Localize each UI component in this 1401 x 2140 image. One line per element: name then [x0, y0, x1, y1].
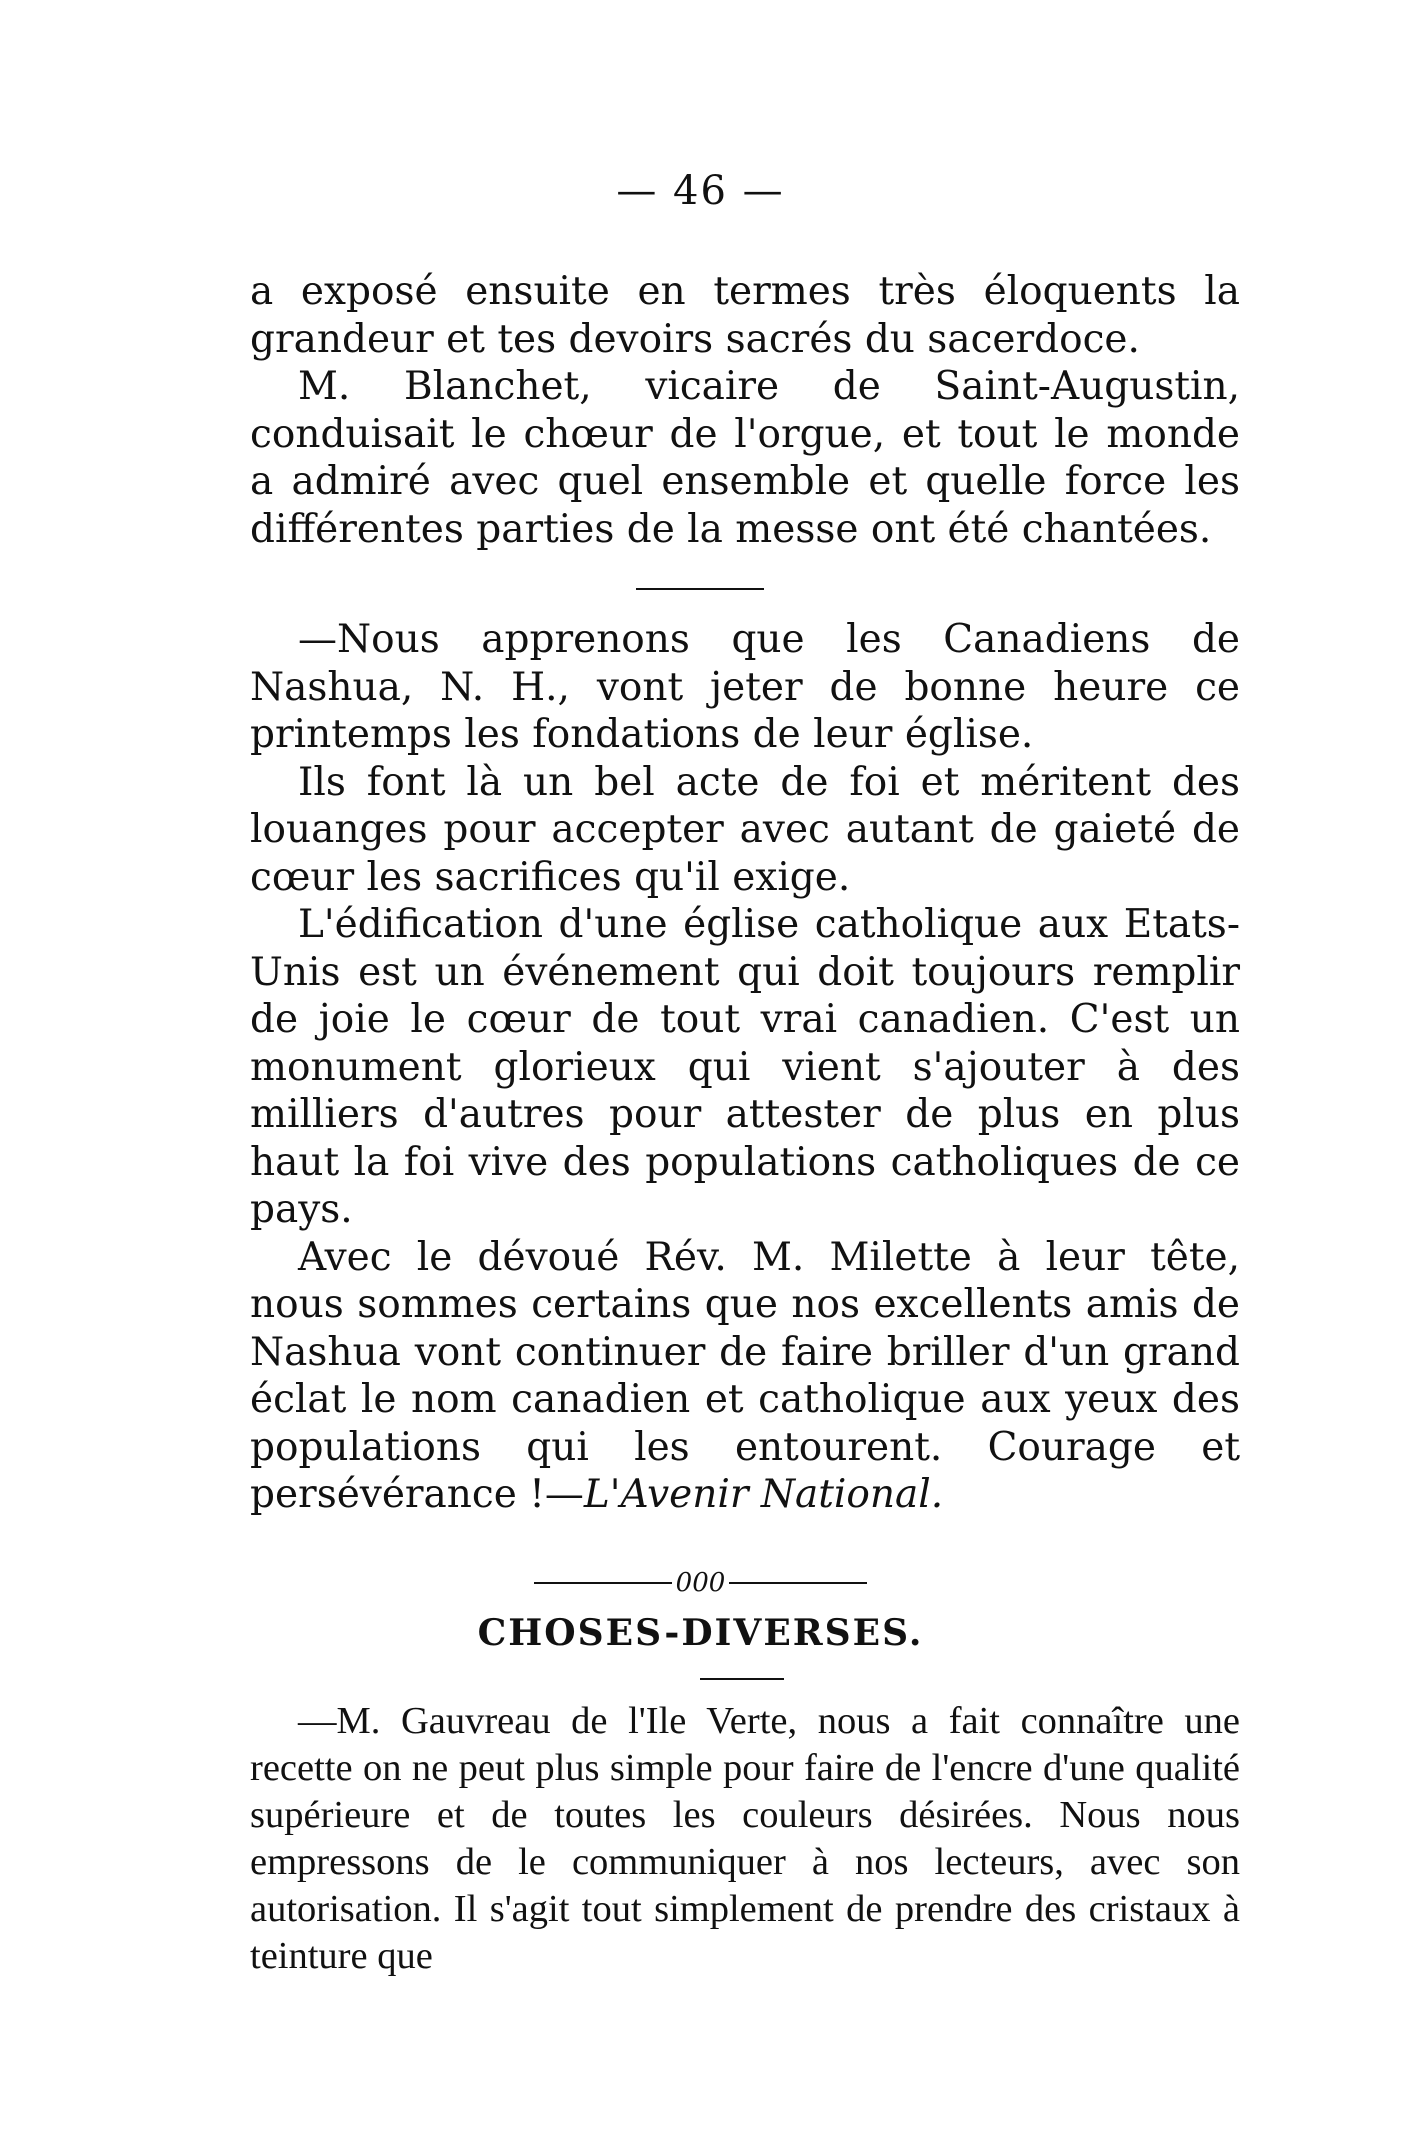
- text-block-3: [250, 1698, 1240, 1980]
- separator-rule: [636, 588, 764, 590]
- text-block-2: [250, 616, 1240, 1519]
- source-attribution: L'Avenir National.: [583, 1472, 944, 1517]
- paragraph-text: Avec le dévoué Rév. M. Milette à leur tête, nous sommes certains que nos excellents amis de Nashua vont continuer de faire briller d'un grand éclat le nom canadien et catholique aux yeux des populations qui les entourent. Courage et persévérance !—: [250, 1234, 1240, 1517]
- paragraph: L'édification d'une église catholique aux Etats-Unis est un événement qui doit toujours remplir de joie le cœur de tout vrai canadien. C'est un monument glorieux qui vient s'ajouter à des milliers d'autres pour attester de plus en plus haut la foi vive des populations catholiques de ce pays.: [250, 902, 1240, 1232]
- text-block-1: [250, 268, 1240, 553]
- ornament-divider: [0, 1568, 1401, 1598]
- paragraph: —Nous apprenons que les Canadiens de Nashua, N. H., vont jeter de bonne heure ce printemps les fondations de leur église.: [250, 617, 1240, 757]
- paragraph: Ils font là un bel acte de foi et méritent des louanges pour accepter avec autant de gaieté de cœur les sacrifices qu'il exige.: [250, 759, 1240, 900]
- paragraph: M. Blanchet, vicaire de Saint-Augustin, conduisait le chœur de l'orgue, et tout le monde a admiré avec quel ensemble et quelle force les différentes parties de la messe ont été chantées.: [250, 364, 1240, 552]
- divider-line: [534, 1582, 672, 1584]
- paragraph: —M. Gauvreau de l'Ile Verte, nous a fait connaître une recette on ne peut plus simple pour faire de l'encre d'une qualité supérieure et de toutes les couleurs désirées. Nous nous empressons de le communiquer à nos lecteurs, avec son autorisation. Il s'agit tout simplement de prendre des cristaux à teinture que: [250, 1700, 1240, 1977]
- page-number: — 46 —: [616, 168, 785, 214]
- paragraph: [250, 1234, 1240, 1519]
- ornament-mark: 000: [675, 1568, 726, 1598]
- paragraph: a exposé ensuite en termes très éloquents la grandeur et tes devoirs sacrés du sacerdoce.: [250, 269, 1240, 362]
- divider-line: [729, 1582, 867, 1584]
- separator-rule: [700, 1678, 784, 1680]
- section-title: CHOSES-DIVERSES.: [477, 1612, 924, 1654]
